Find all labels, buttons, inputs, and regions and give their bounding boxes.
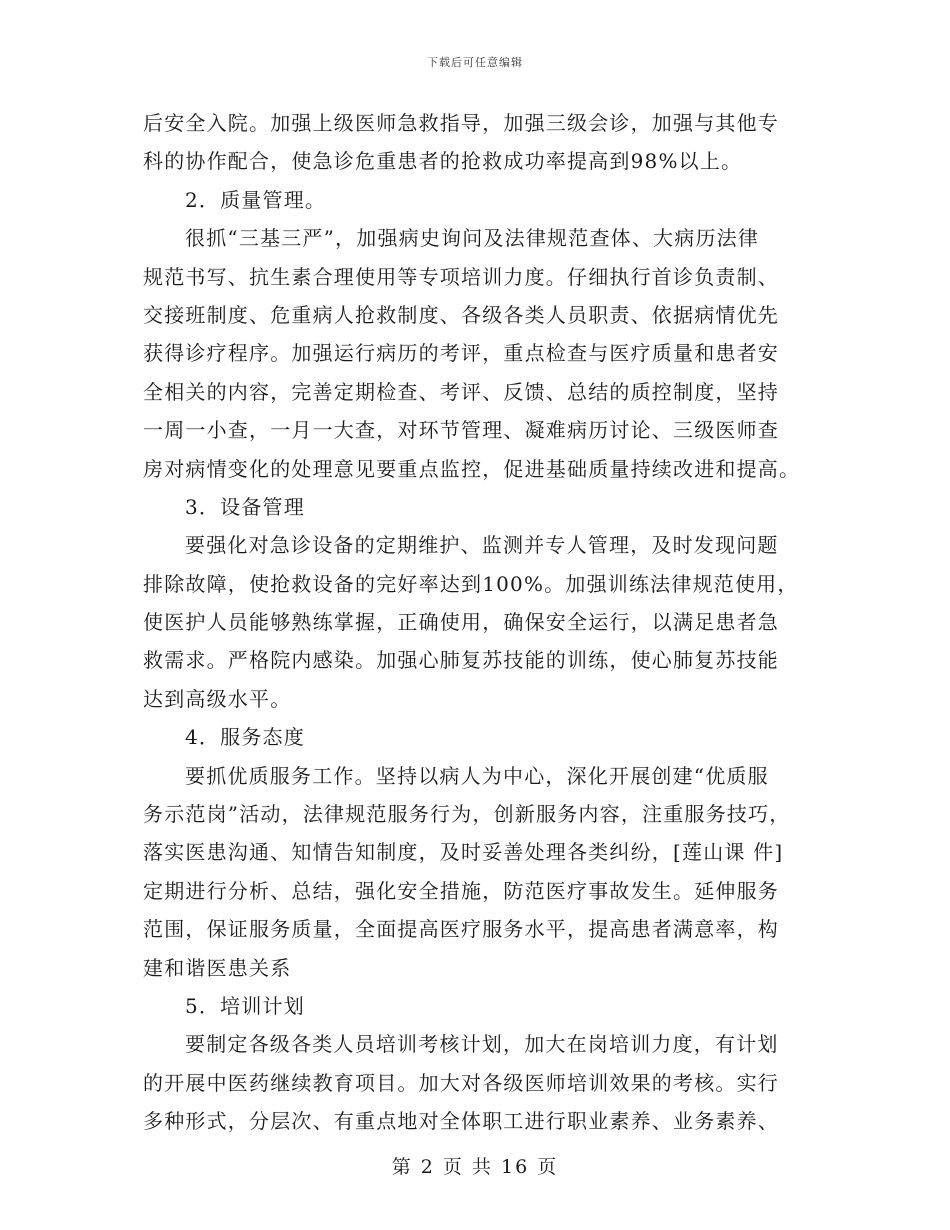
text-line: 一周一小查，一月一大查，对环节管理、凝难病历讨论、三级医师查 bbox=[143, 418, 779, 443]
text-line: 交接班制度、危重病人抢救制度、各级各类人员职责、依据病情优先 bbox=[143, 302, 779, 327]
text-line: 务示范岗”活动，法律规范服务行为，创新服务内容，注重服务技巧， bbox=[143, 802, 791, 827]
text-line: 规范书写、抗生素合理使用等专项培训力度。仔细执行首诊负责制、 bbox=[143, 264, 779, 289]
text-line: 2．质量管理。 bbox=[185, 187, 327, 212]
text-line: 要抓优质服务工作。坚持以病人为中心，深化开展创建“优质服 bbox=[185, 763, 769, 788]
text-line: 3．设备管理 bbox=[185, 494, 305, 519]
text-line: 要强化对急诊设备的定期维护、监测并专人管理，及时发现问题 bbox=[185, 533, 779, 558]
text-line: 范围，保证服务质量，全面提高医疗服务水平，提高患者满意率，构 bbox=[143, 917, 779, 942]
text-line: 使医护人员能够熟练掌握，正确使用，确保安全运行，以满足患者急 bbox=[143, 610, 779, 635]
text-line: 科的协作配合，使急诊危重患者的抢救成功率提高到98%以上。 bbox=[143, 149, 743, 174]
text-line: 获得诊疗程序。加强运行病历的考评，重点检查与医疗质量和患者安 bbox=[143, 341, 779, 366]
text-line: 4．服务态度 bbox=[185, 725, 305, 750]
text-line: 很抓“三基三严”，加强病史询问及法律规范查体、大病历法律 bbox=[185, 226, 760, 251]
text-line: 的开展中医药继续教育项目。加大对各级医师培训效果的考核。实行 bbox=[143, 1070, 779, 1095]
text-line: 要制定各级各类人员培训考核计划，加大在岗培训力度，有计划 bbox=[185, 1032, 779, 1057]
text-line: 全相关的内容，完善定期检查、考评、反馈、总结的质控制度，坚持 bbox=[143, 379, 779, 404]
text-line: 后安全入院。加强上级医师急救指导，加强三级会诊，加强与其他专 bbox=[143, 111, 779, 135]
document-body bbox=[143, 104, 823, 1141]
text-line: 定期进行分析、总结，强化安全措施，防范医疗事故发生。延伸服务 bbox=[143, 878, 779, 903]
text-line: 落实医患沟通、知情告知制度，及时妥善处理各类纠纷，[莲山课 件] bbox=[143, 840, 784, 865]
text-line: 建和谐医患关系 bbox=[143, 955, 292, 980]
text-line: 排除故障，使抢救设备的完好率达到100%。加强训练法律规范使用， bbox=[143, 571, 799, 596]
text-line: 5．培训计划 bbox=[185, 993, 305, 1018]
page-number-footer: 第 2 页 共 16 页 bbox=[391, 1156, 559, 1178]
page-header: 下载后可任意编辑 bbox=[427, 56, 523, 69]
text-line: 多种形式，分层次、有重点地对全体职工进行职业素养、业务素养、 bbox=[143, 1109, 779, 1134]
text-line: 救需求。严格院内感染。加强心肺复苏技能的训练，使心肺复苏技能 bbox=[143, 648, 779, 673]
text-line: 达到高级水平。 bbox=[143, 686, 292, 711]
text-line: 房对病情变化的处理意见要重点监控，促进基础质量持续改进和提高。 bbox=[143, 456, 801, 481]
